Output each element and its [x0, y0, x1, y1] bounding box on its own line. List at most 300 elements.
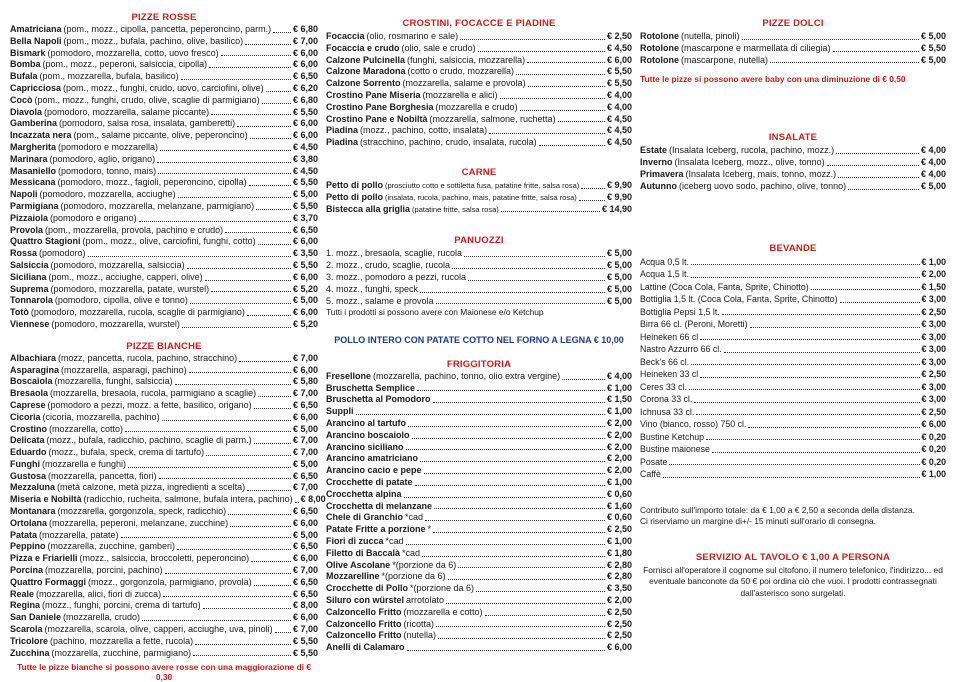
menu-item: [640, 456, 946, 469]
item-price: € 4,00: [920, 145, 946, 156]
menu-item: [10, 530, 318, 542]
item-description: (mozzarella, salmone, ruchetta): [429, 113, 556, 124]
menu-item: [10, 353, 318, 365]
item-price: € 1,00: [606, 477, 632, 488]
item-name: Crostino Pane Miseria: [326, 89, 421, 100]
menu-item: [326, 583, 632, 595]
pizze-bianche-list: [10, 352, 326, 660]
item-description: (mozzarella, gorgonzola, speck, radicchio): [57, 506, 227, 517]
item-name: Rotolone: [640, 31, 679, 41]
menu-item: [326, 442, 632, 454]
item-description: (mozz., gorgonzola, parmigiano, provola): [88, 576, 252, 587]
dot-leader: [420, 461, 605, 462]
dot-leader: [501, 211, 600, 212]
item-name: Peppino: [10, 541, 46, 552]
item-description: *: [427, 524, 432, 535]
dot-leader: [228, 514, 291, 515]
dot-leader: [209, 67, 291, 68]
item-name: Estate: [640, 145, 668, 156]
pizze-bianche-title: PIZZE BIANCHE: [126, 340, 202, 352]
item-price: € 6,00: [606, 642, 632, 653]
dot-leader: [691, 364, 919, 365]
item-name: 1. mozz., bresaola, scaglie, rucola: [326, 248, 463, 259]
dot-leader: [558, 121, 605, 122]
item-name: Patate Fritte a porzione: [326, 524, 426, 535]
item-price: € 6,80: [292, 94, 318, 105]
menu-item: [10, 166, 318, 178]
item-price: € 7,00: [292, 352, 318, 363]
dot-leader: [700, 377, 919, 378]
item-price: € 6,00: [292, 553, 318, 564]
item-name: Boscaiola: [10, 376, 53, 387]
dot-leader: [162, 420, 291, 421]
item-description: (radicchio, rucheita, salmone, bufala intera, pachino): [83, 494, 293, 505]
item-description: (olio, sale e crudo): [401, 42, 476, 53]
item-price: € 6,00: [292, 364, 318, 375]
item-price: € 4,00: [606, 89, 632, 100]
dot-leader: [175, 384, 291, 385]
item-price: € 1,00: [606, 406, 632, 417]
item-price: € 5,00: [292, 423, 318, 434]
item-description: (Insalata Iceberg, mais, tonno, mozz.): [685, 168, 837, 179]
item-price: € 8,00: [300, 494, 326, 505]
item-price: € 8,00: [292, 600, 318, 611]
item-price: € 14,90: [601, 203, 632, 214]
item-name: Scarola: [10, 624, 43, 635]
item-name: 2. mozz., crudo, scaglie, rucola: [326, 260, 451, 271]
item-description: (mozz., pachino, cotto, insalata): [360, 125, 488, 136]
item-description: (ricotta): [403, 618, 435, 629]
item-price: € 2,00: [606, 465, 632, 476]
menu-item: [640, 343, 946, 356]
menu-item: [326, 477, 632, 489]
item-name: Regina: [10, 600, 41, 611]
menu-item: [640, 406, 946, 419]
dot-leader: [476, 591, 605, 592]
item-description: (mascarpone, nutella): [681, 54, 769, 65]
item-description: (iceberg uovo sodo, pachino, olive, tonno): [678, 180, 847, 191]
menu-item: [326, 430, 632, 442]
menu-item: [326, 296, 632, 308]
item-name: 3. mozz., pomodoro a pezzi, rucola: [326, 271, 467, 282]
item-price: € 5,20: [292, 283, 318, 294]
menu-item: [326, 78, 632, 90]
item-price: € 2,50: [606, 630, 632, 641]
dot-leader: [205, 280, 291, 281]
item-price: € 3,50: [606, 583, 632, 594]
item-price: € 3,00: [921, 331, 946, 342]
dot-leader: [225, 232, 291, 233]
item-price: € 6,50: [292, 506, 318, 517]
menu-item: [326, 560, 632, 572]
item-price: € 1,80: [606, 547, 632, 558]
item-description: (mozzarella, alici, fiori di zucca): [36, 588, 162, 599]
dot-leader: [245, 44, 291, 45]
menu-item: [640, 381, 946, 394]
item-price: € 5,00: [292, 529, 318, 540]
friggitoria-list: [326, 371, 632, 654]
item-name: Tonnarola: [10, 295, 53, 306]
item-name: Chele di Granchio: [326, 512, 404, 523]
menu-item: [10, 48, 318, 60]
item-description: (mozzarella e crudo): [435, 101, 518, 112]
item-name: Bresaola: [10, 388, 49, 399]
item-price: € 9,90: [606, 179, 632, 190]
dot-leader: [436, 626, 605, 627]
item-name: Provola: [10, 224, 44, 235]
item-price: € 2,80: [606, 559, 632, 570]
dot-leader: [748, 427, 919, 428]
menu-item: [10, 612, 318, 624]
insalate-title: INSALATE: [768, 132, 818, 144]
menu-item: [326, 595, 632, 607]
column-right: [640, 0, 946, 599]
dot-leader: [833, 51, 919, 52]
item-description: (mozz., salsiccia, broccoletti, peperoncino): [79, 553, 250, 564]
menu-item: [326, 394, 632, 406]
dot-leader: [404, 497, 605, 498]
item-name: Porcina: [10, 565, 44, 576]
dot-leader: [211, 114, 291, 115]
dot-leader: [485, 615, 605, 616]
dot-leader: [422, 556, 605, 557]
item-description: (stracchino, pachino, crudo, insalata, rucola): [360, 137, 537, 148]
item-description: (prosciutto cotto e sottiletta fusa, patatine fritte, salsa rosa): [385, 180, 580, 190]
dot-leader: [827, 165, 919, 166]
menu-item: [326, 489, 632, 501]
panuozzi-note: Tutti i prodotti si possono avere con Maionese e/o Ketchup: [326, 307, 544, 318]
menu-item: [10, 307, 318, 319]
menu-item: [10, 459, 318, 471]
item-price: € 2,80: [606, 571, 632, 582]
item-description: (mozzarella, salame e provola): [402, 78, 526, 89]
dot-leader: [434, 508, 605, 509]
item-name: Bella Napoli: [10, 35, 62, 46]
item-name: Incazzata nera: [10, 130, 72, 141]
item-description: *cad: [402, 547, 421, 558]
item-price: € 0,20: [921, 444, 946, 455]
dot-leader: [177, 549, 291, 550]
item-description: (mozzarella e alici): [422, 89, 498, 100]
item-name: Crocchetta alpina: [326, 488, 402, 499]
item-price: € 7,00: [292, 624, 318, 635]
dot-leader: [256, 209, 291, 210]
item-price: € 1,50: [606, 394, 632, 405]
dot-leader: [254, 408, 291, 409]
item-name: Birra 66 cl. (Peroni, Moretti): [640, 319, 748, 330]
dot-leader: [258, 396, 291, 397]
item-description: (Insalata Iceberg, mozz., olive, tonno): [674, 157, 825, 168]
menu-item: [326, 248, 632, 260]
menu-item: [10, 248, 318, 260]
dot-leader: [125, 431, 291, 432]
servizio-title: SERVIZIO AL TAVOLO € 1,00 A PERSONA: [695, 551, 891, 563]
pizze-rosse-title: PIZZE ROSSE: [131, 12, 197, 23]
item-name: Viennese: [10, 318, 50, 329]
menu-item: [10, 577, 318, 589]
dot-leader: [436, 303, 605, 304]
dot-leader: [262, 103, 291, 104]
dot-leader: [406, 544, 605, 545]
menu-item: [326, 204, 632, 216]
item-price: € 6,00: [921, 419, 946, 430]
item-price: € 6,50: [292, 71, 318, 82]
dot-leader: [230, 526, 291, 527]
item-name: Amatriciana: [10, 24, 62, 34]
column-left: [10, 0, 326, 682]
dot-leader: [203, 608, 291, 609]
dot-leader: [121, 537, 291, 538]
item-name: Primavera: [640, 168, 684, 179]
pizze-dolci-note: Tutte le pizze si possono avere baby con una diminuzione di € 0,50: [640, 74, 906, 85]
item-description: (cicoria, mozzarella, pachino): [42, 411, 160, 422]
menu-item: [10, 365, 318, 377]
dot-leader: [838, 177, 919, 178]
dot-leader: [464, 256, 605, 257]
dot-leader: [254, 443, 291, 444]
menu-item: [640, 318, 946, 331]
item-description: (pachino, mozzarella a fette, rucola): [50, 635, 194, 646]
item-price: € 0,60: [606, 512, 632, 523]
item-name: Marinara: [10, 153, 48, 164]
menu-item: [640, 31, 946, 43]
item-price: € 0,20: [921, 431, 946, 442]
dot-leader: [750, 327, 920, 328]
item-price: € 3,00: [921, 381, 946, 392]
menu-item: [10, 589, 318, 601]
item-price: € 4,50: [606, 137, 632, 148]
item-name: Bistecca alla griglia: [326, 203, 411, 214]
item-name: Petto di pollo: [326, 179, 383, 190]
menu-item: [10, 447, 318, 459]
item-price: € 5,50: [292, 177, 318, 188]
item-price: € 1,50: [921, 281, 946, 292]
friggitoria-title: FRIGGITORIA: [446, 358, 512, 370]
menu-item: [640, 169, 946, 181]
item-description: (mozzarella, cotto): [49, 423, 124, 434]
menu-item: [10, 59, 318, 71]
dot-leader: [446, 603, 605, 604]
item-name: Totò: [10, 307, 29, 318]
dot-leader: [425, 520, 605, 521]
menu-item: [640, 331, 946, 344]
item-price: € 5,00: [606, 271, 632, 282]
item-name: Reale: [10, 588, 35, 599]
menu-item: [640, 443, 946, 456]
dot-leader: [128, 467, 291, 468]
item-name: Fiori di zucca: [326, 536, 384, 546]
item-price: € 5,50: [292, 259, 318, 270]
item-price: € 2,50: [606, 524, 632, 535]
servizio-text: Fornisci all'operatore il cognome sul citofono, il numero telefonico, l'indirizzo... ed eventuale banconote da 50 € poi ordina ciò che vuoi. I prodotti contrassegnati dall'asterisco sono surgelati.: [643, 564, 943, 598]
menu-item: [640, 43, 946, 55]
menu-item: [326, 642, 632, 654]
item-name: Heineken 66 cl: [640, 331, 699, 342]
dot-leader: [187, 268, 291, 269]
dot-leader: [724, 352, 920, 353]
menu-item: [326, 192, 632, 204]
delivery-time-text: Ci riserviamo un margine di+/- 15 minuti sull'orario di consegna.: [640, 516, 876, 527]
dot-leader: [438, 638, 605, 639]
item-name: Crocchette di Pollo: [326, 583, 409, 594]
menu-item: [640, 281, 946, 294]
item-description: *(porzione da 6): [392, 559, 457, 570]
item-price: € 2,00: [606, 453, 632, 464]
item-price: € 4,00: [920, 168, 946, 179]
menu-item: [10, 319, 318, 331]
item-name: Montanara: [10, 506, 56, 517]
pizze-dolci-title: PIZZE DOLCI: [762, 18, 824, 29]
menu-item: [10, 412, 318, 424]
dot-leader: [190, 303, 291, 304]
dot-leader: [237, 126, 291, 127]
item-price: € 5,00: [292, 189, 318, 200]
dot-leader: [412, 438, 605, 439]
item-name: Lattine (Coca Cola, Fanta, Sprite, Chinotto): [640, 281, 809, 292]
item-description: (pomodoro, mozzarella, salame piccante): [44, 106, 210, 117]
menu-item: [326, 43, 632, 55]
item-name: Calzone Sorrento: [326, 78, 401, 89]
item-description: (olio, rosmarino e sale): [366, 31, 459, 41]
item-name: Crostino Pane Borghesia: [326, 101, 434, 112]
item-description: (pomodoro, mozzarella, acciughe): [39, 189, 176, 200]
item-name: Ortolana: [10, 517, 48, 528]
item-price: € 3,00: [921, 356, 946, 367]
item-price: € 1,00: [921, 469, 946, 480]
menu-item: [10, 95, 318, 107]
item-name: Diavola: [10, 106, 43, 117]
dot-leader: [139, 221, 291, 222]
dot-leader: [691, 264, 920, 265]
item-name: Crocchette di patate: [326, 477, 413, 488]
item-name: Rossa: [10, 248, 38, 259]
menu-item: [10, 83, 318, 95]
dot-leader: [221, 55, 291, 56]
item-description: *(porzione da 6): [410, 583, 475, 594]
menu-item: [326, 66, 632, 78]
menu-item: [10, 506, 318, 518]
item-price: € 3,80: [292, 153, 318, 164]
item-price: € 6,20: [292, 82, 318, 93]
dot-leader: [211, 291, 291, 292]
item-name: Gamberina: [10, 118, 58, 129]
item-name: Acqua 0,5 lt.: [640, 256, 689, 267]
item-name: Fresellone: [326, 370, 372, 381]
dot-leader: [458, 567, 605, 568]
item-description: arrotolato: [406, 594, 445, 605]
dot-leader: [407, 650, 605, 651]
menu-item: [10, 24, 318, 36]
item-name: Delicata: [10, 435, 45, 446]
panuozzi-title: PANUOZZI: [454, 235, 504, 247]
column-middle: [326, 0, 632, 654]
item-description: (nutella, pinoli): [681, 31, 740, 41]
menu-item: [326, 524, 632, 536]
item-name: Calzoncello Fritto: [326, 630, 402, 641]
item-name: Napoli: [10, 189, 38, 200]
item-name: 4. mozz., funghi, speck: [326, 283, 419, 294]
menu-item: [10, 565, 318, 577]
menu-item: [10, 213, 318, 225]
dot-leader: [663, 477, 920, 478]
item-name: Quattro Stagioni: [10, 236, 81, 247]
menu-item: [10, 154, 318, 166]
item-price: € 7,00: [292, 388, 318, 399]
item-name: Margherita: [10, 141, 57, 152]
item-price: € 7,00: [292, 435, 318, 446]
item-description: (pomodoro, mozzarella, rucola, scaglie di parmigiano): [30, 307, 245, 318]
menu-item: [10, 624, 318, 636]
dot-leader: [275, 632, 291, 633]
menu-item: [640, 145, 946, 157]
item-description: (cotto o crudo, mozzarella): [407, 66, 515, 77]
item-name: Crostino: [10, 423, 47, 434]
menu-item: [326, 619, 632, 631]
dot-leader: [691, 277, 920, 278]
dot-leader: [669, 464, 919, 465]
item-price: € 5,00: [920, 31, 946, 41]
item-price: € 5,50: [606, 66, 632, 77]
dot-leader: [295, 502, 299, 503]
item-name: Inverno: [640, 157, 673, 168]
dot-leader: [581, 188, 605, 189]
item-price: € 1,00: [606, 382, 632, 393]
item-price: € 6,50: [292, 224, 318, 235]
item-description: (pomodoro, mozz., fagioli, peperoncino, cipolla): [57, 177, 247, 188]
item-name: Salsiccia: [10, 259, 49, 270]
menu-item: [326, 260, 632, 272]
delivery-fee-text: Contributo sull'importo totale: da € 1,00 a € 2,50 a seconda della distanza.: [640, 504, 915, 515]
item-name: Parmigiana: [10, 200, 59, 211]
item-name: Suprema: [10, 283, 49, 294]
dot-leader: [163, 596, 291, 597]
item-description: (pomodoro, mozzarella, salsiccia): [50, 259, 185, 270]
pollo-note: POLLO INTERO CON PATATE COTTO NEL FORNO A LEGNA € 10,00: [334, 334, 624, 345]
menu-item: [326, 418, 632, 430]
menu-item: [640, 356, 946, 369]
item-name: Cocò: [10, 94, 33, 105]
item-price: € 2,00: [921, 269, 946, 280]
item-price: € 1,00: [606, 536, 632, 546]
item-description: (mozz., bufala, speck, crema di tartufo): [48, 447, 205, 458]
menu-item: [640, 181, 946, 193]
item-price: € 6,00: [292, 411, 318, 422]
menu-item: [10, 130, 318, 142]
menu-item: [10, 236, 318, 248]
item-name: Piadina: [326, 125, 359, 136]
menu-item: [640, 306, 946, 319]
menu-item: [10, 284, 318, 296]
panuozzi-list: [326, 248, 632, 307]
menu-item: [10, 201, 318, 213]
item-description: (pom., mozz., funghi, crudo, uovo, carciofini, olive): [63, 82, 264, 93]
item-name: Ceres 33 cl.: [640, 381, 687, 392]
dot-leader: [178, 197, 291, 198]
item-description: (pom., mozz., acciughe, capperi, olive): [48, 271, 203, 282]
item-name: Anelli di Calamaro: [326, 642, 405, 653]
dot-leader: [88, 256, 291, 257]
item-description: (mozzarella, pachino, tonno, olio extra vergine): [373, 370, 561, 381]
menu-item: [640, 256, 946, 269]
item-description: (mozzarella, funghi, salsiccia): [54, 376, 173, 387]
menu-item: [326, 272, 632, 284]
item-description: (pom., mozzarella, bufala, basilico): [39, 71, 179, 82]
item-description: (pom., mozz., cipolla, pancetta, peperoncino, parm.): [63, 24, 272, 34]
item-name: Petto di pollo: [326, 191, 383, 202]
item-price: € 2,50: [606, 31, 632, 41]
item-price: € 6,00: [606, 54, 632, 65]
dot-leader: [527, 62, 605, 63]
